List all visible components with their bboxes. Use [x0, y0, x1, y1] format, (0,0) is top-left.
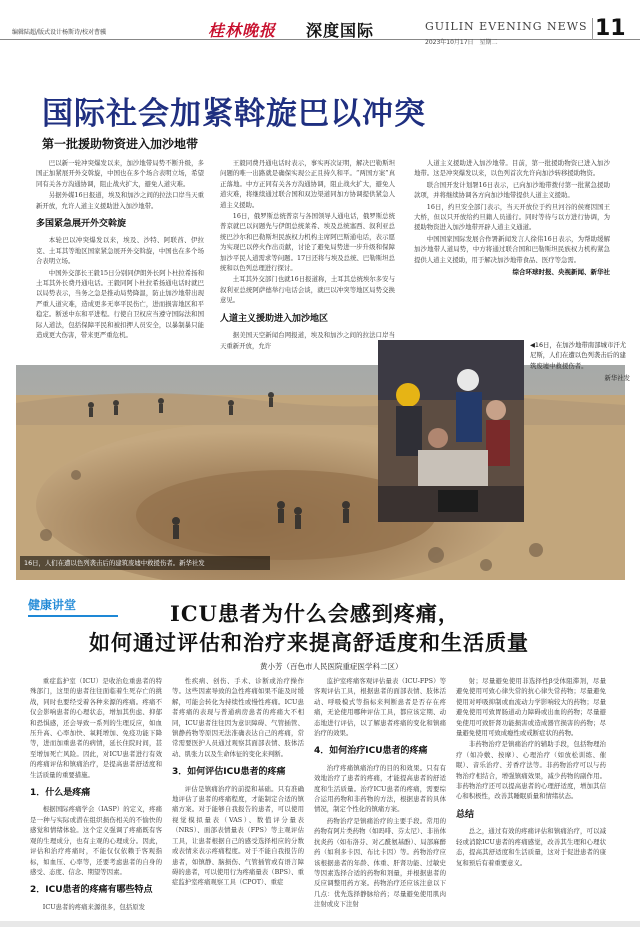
lead-column-2: [220, 158, 395, 352]
rescue-photo-illustration: [378, 340, 524, 522]
paragraph: 评估是镇痛治疗的前提和基础。只有准确地评估了患者的疼痛程度，才能制定合适的镇痛方案。对于能够自我报告的患者，可以使用视觉模拟量表（VAS）、数值评分量表（NRS）、面部表情量表（FPS）等主观评估工具，让患者根据自己的感受选择相应的分数或表情来表示疼痛程度。对于不能自我报告的患者，如镇静、脑损伤、气管插管或有语言障碍的患者，可以使用行为疼痛量表（BPS）、重症监护室疼痛观察工具（CPOT）、重症: [172, 784, 304, 887]
photo-caption: 16日，人们在遭以色列袭击后的建筑废墟中救援伤者。新华社发: [20, 556, 270, 570]
section-heading: 人道主义援助进入加沙地区: [220, 313, 329, 324]
lead-subhead: 第一批援助物资进入加沙地带: [42, 137, 199, 151]
page-number: 11: [595, 16, 626, 41]
paragraph: 王毅同费丹通电话时表示，事实再次证明，解决巴勒斯坦问题的唯一出路就是确保实现公正且持久和平。“两国方案”真正落地。中方正同有关各方沟通协调，阻止战火扩大，避免人道灾难，将继续通过联合国和双边渠道同加方协调提供紧急人道主义援助。: [220, 159, 395, 209]
paragraph: 16日，俄罗斯总统普京与各国领导人通电话，俄罗斯总统普京就巴以问题先与伊朗总统莱希、埃及总统塞西、叙利亚总统巴沙尔和巴勒斯坦民族权力机构主席阿巴斯通电话，表示愿为实现巴以停火作出贡献，讨论了避免局势进一步升级和保障加沙平民人道需求等问题。17日还将与埃及总统、巴勒斯坦总统和以色列总理进行探讨。: [220, 212, 395, 273]
issue-date: 2023年10月17日 星期二: [425, 39, 498, 46]
paragraph: 重症监护室（ICU）是收治危重患者的特殊部门，这里的患者往往面临着生死存亡的挑战，同时也要经受着各种来源的疼痛。疼痛不仅会影响患者的心理状态，增加其焦虑、抑郁和恐惧感，还会导致一系列的生理反应，如血压升高、心率加快、氧耗增加、免疫功能下降等，进而加重患者的病情，延长住院时间，甚至增加死亡风险。因此，对ICU患者进行有效的疼痛评估和镇痛治疗，是提高患者舒适度和生活质量的重要措施。: [30, 677, 162, 779]
page-bottom-border: [0, 921, 640, 927]
section-heading: 2．ICU患者的疼痛有哪些特点: [30, 885, 153, 896]
lead-column-1: [36, 158, 204, 342]
paper-english-name: GUILIN EVENING NEWS: [425, 20, 588, 33]
paragraph: 16日，约旦安全部门表示，当天开放位于约旦河谷的侯赛因国王大桥，但以只开放给约旦籍人员通行。同时等待与以方进行协调，为援助物资进入加沙地带开辟人道主义通道。: [414, 202, 610, 232]
article-title-line2: 如何通过评估和治疗来提高舒适度和生活质量: [89, 630, 529, 655]
masthead: [0, 0, 640, 46]
section-heading: 总结: [456, 809, 475, 820]
paragraph: 本轮巴以冲突爆发以来，埃及、沙特、阿联酋、伊拉克、土耳其等地区国家紧急展开外交斡旋，中国也在多个场合表明立场。: [36, 236, 204, 266]
masthead-divider: [592, 18, 593, 40]
health-column-2: [172, 676, 304, 889]
paragraph: 巴以新一轮冲突爆发以来，加沙地带局势不断升级，多国正加紧展开外交斡旋，中国也在多个场合表明立场，希望同有关各方沟通协调，阻止战火扩大，避免人道灾难。: [36, 159, 204, 188]
inset-caption: [530, 340, 630, 384]
paragraph: 土耳其外交部门也就16日报道称，土耳其总统埃尔多安与叙利亚总统阿萨德举行电话会谈，就巴以冲突等地区局势交换意见。: [220, 275, 395, 305]
lead-column-3: [414, 158, 610, 277]
newspaper-logo: 桂林晚报: [208, 21, 277, 40]
source-credit: 综合环球时报、央视新闻、新华社: [512, 268, 610, 277]
section-title: 深度国际: [306, 21, 375, 40]
paragraph: 另据外媒16日报道，埃及和加沙之间的拉法口岸当天重新开放，允许人道主义援助进入加沙地带。: [36, 191, 204, 210]
paragraph: 药物治疗是镇痛治疗的主要手段。常用的药物有阿片类药物（如吗啡、芬太尼）、非甾体抗炎药（如布洛芬、对乙酰氨基酚）、局部麻醉药（如利多卡因、布比卡因）等。药物治疗应该根据患者的年龄、体重、肝肾功能、过敏史等因素选择合适的药物和剂量，并根据患者的反应调整用药方案。药物治疗还应该注意以下几点：优先选择静脉给药；尽量避免使用肌肉注射或皮下注射: [314, 816, 446, 909]
paragraph: 治疗疼痛镇痛治疗的目的和效果。只有有效地治疗了患者的疼痛，才能提高患者的舒适度和生活质量。治疗ICU患者的疼痛，需要综合运用药物和非药物的方法，根据患者的具体情况，制定个性化的镇痛方案。: [314, 763, 446, 814]
paragraph: 性疾病、创伤、手术、诊断或治疗操作等。这些因素导致的急性疼痛如果不能及时缓解，可能会转化为持续性或慢性疼痛。ICU患者疼痛的表现与普通病房患者的疼痛大不相同，ICU患者往往因为意识障碍、气管插管、镇静药物等原因无法准确表达自己的疼痛，常常需要医护人员通过观察其面部表情、肢体活动、肌张力以及生命体征的变化来判断。: [172, 677, 304, 758]
inset-caption-text: ◀16日，在加沙地带南部城市汗尤尼斯，人们在遭以色列袭击后的建筑废墟中救援伤者。: [530, 341, 627, 370]
paragraph: 非药物治疗是镇痛治疗的辅助手段，包括物理治疗（如冷敷、按摩）、心理治疗（如放松训练、催眠）、音乐治疗、芳香疗法等。非药物治疗可以与药物治疗相结合，增强镇痛效果，减少药物的副作用。非药物治疗还可以提高患者的心理舒适度，增加其信心和积极性，改善其睡眠质量和情绪状态。: [456, 740, 606, 801]
paragraph: 总之，通过有效的疼痛评估和镇痛治疗，可以减轻或消除ICU患者的疼痛感觉，改善其生理和心理状态，提高其舒适度和生活质量，这对于促进患者的康复和预后有着重要意义。: [456, 827, 606, 867]
article-author: 黄小芳（百色市人民医院重症医学科二区）: [260, 662, 403, 671]
paragraph: 人道主义援助进入加沙地带。目前，第一批援助物资已进入加沙地带。这是冲突爆发以来，以色列首次允许向加沙转移援助物资。: [414, 159, 610, 178]
health-column-4: [456, 676, 606, 869]
health-column-1: [30, 676, 162, 913]
editors-line: 编辑陆超/版式设计杨斯诗/校对曹骥: [12, 29, 107, 36]
health-column-3: [314, 676, 446, 911]
section-heading: 1．什么是疼痛: [30, 788, 91, 799]
health-label-underline: [28, 615, 118, 617]
news-photo-rescue: [378, 340, 524, 522]
paragraph: 根据国际疼痛学会（IASP）的定义，疼痛是一种与实际或潜在组织损伤相关的不愉快的感觉和情绪体验。这个定义强调了疼痛既有客观的生理成分，也有主观的心理成分。因此，评估和治疗疼痛时，不能仅仅依赖于客观指标，如血压、心率等，还要考虑患者的自身的感受、态度、信念、期望等因素。: [30, 805, 162, 876]
news-photo-crater: [16, 365, 625, 580]
section-heading: 4．如何治疗ICU患者的疼痛: [314, 746, 428, 757]
paragraph: 中国外交部长王毅15日分别同伊朗外长阿卜杜拉希扬和土耳其外长费丹通电话。王毅同阿卜杜拉希扬通电话时就巴以局势表示，当务之急是推动局势降温，防止加沙地带出现严重人道灾难，造成更多无辜平民伤亡，进而损害地区和平稳定。断送中东和平进程。行使自卫权应当遵守国际法和国际人道法，包括保障平民和被扣押人员安全，以暴制暴只能造成更大伤害，带来更严重危机。: [36, 268, 204, 340]
inset-agency: 新华社发: [604, 374, 630, 383]
article-title-line1: ICU患者为什么会感到疼痛，: [170, 601, 460, 626]
paragraph: 监护室疼痛客观评估量表（ICU-FPS）等客观评估工具，根据患者的面部表情、肢体活动、呼吸模式等指标来判断患者是否存在疼痛，无论使用哪种评估工具，都应该定期、动态地进行评估，以了解患者疼痛的变化和镇痛治疗的效果。: [314, 677, 446, 738]
section-heading: 多国紧急展开外交斡旋: [36, 219, 127, 230]
paragraph: 联合国开发计划署16日表示，已向加沙地带拨付第一批紧急援助款项，并将继续协调各方向加沙地带提供人道主义援助。: [414, 180, 610, 200]
paragraph: 射；尽量避免使用非选择性β受体阻滞剂，尽量避免使用可致心律失常的抗心律失常药物；尽量避免使用对呼吸抑制或血流动力学影响较大的药物；尽量避免使用可致胃肠道动力障碍或出血的药物；尽量避免使用可致肝肾功能损害或造成器官损害的药物；尽量避免使用可致成瘾性或戒断症状的药物。: [456, 677, 606, 738]
lead-headline: 国际社会加紧斡旋巴以冲突: [42, 96, 426, 132]
paragraph: 中国国家国际发展合作署新闻发言人徐伟16日表示，为帮助缓解加沙地带人道局势，中方将通过联合国和巴勒斯坦民族权力机构紧急提供人道主义援助，用于解决加沙地带食品、医疗等急需。: [414, 234, 610, 264]
health-label: 健康讲堂: [28, 598, 77, 612]
paragraph: ICU患者的疼痛来源很多，包括原发: [42, 902, 146, 911]
crater-photo-illustration: [16, 365, 625, 580]
section-heading: 3．如何评估ICU患者的疼痛: [172, 767, 286, 778]
paragraph: 据美国天空新闻台网报道，埃及和加沙之间的拉法口岸当天重新开放，允许: [220, 331, 395, 350]
